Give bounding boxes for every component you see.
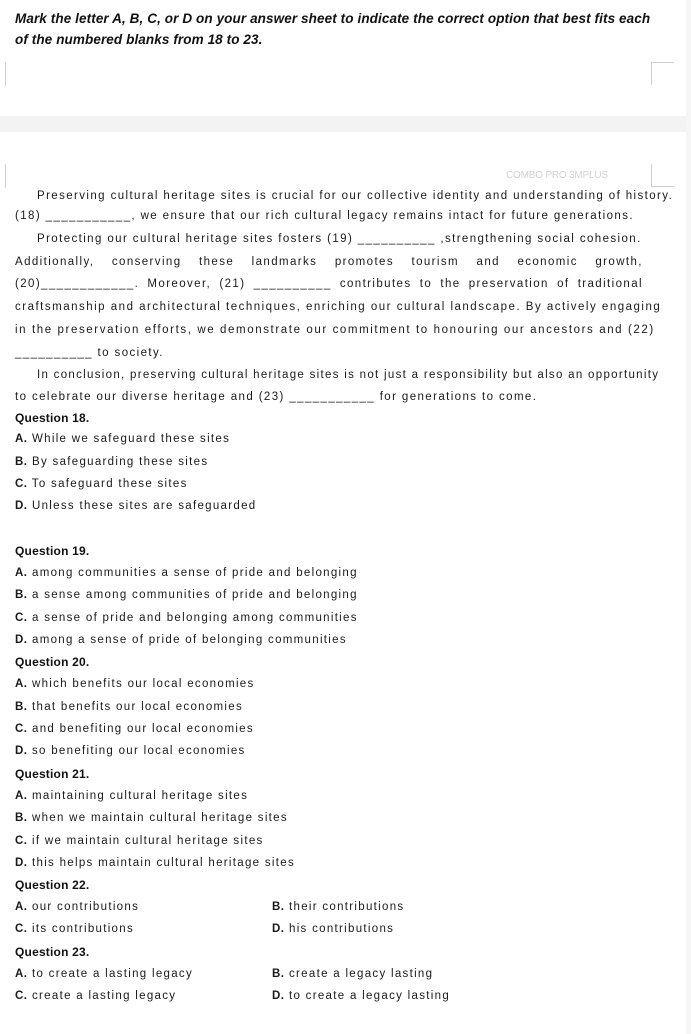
page-corner-mark	[0, 164, 6, 188]
answer-option[interactable]: D. to create a legacy lasting	[272, 990, 451, 1002]
answer-option[interactable]: D. his contributions	[272, 923, 395, 935]
answer-option[interactable]: A. maintaining cultural heritage sites	[15, 790, 249, 802]
answer-option[interactable]: B. a sense among communities of pride and belonging	[15, 589, 358, 601]
watermark: COMBO PRO 3MPLUS	[506, 170, 608, 181]
page-right-edge	[686, 0, 691, 1034]
passage-line: craftsmanship and architectural techniques, enriching our cultural landscape. By actively engaging	[15, 301, 662, 313]
passage-line: in the preservation efforts, we demonstrate our commitment to honouring our ancestors and (22)	[15, 324, 655, 336]
question-title: Question 21.	[15, 767, 90, 781]
answer-option[interactable]: A. which benefits our local economies	[15, 678, 255, 690]
question-title: Question 23.	[15, 945, 90, 959]
page-corner-mark	[651, 62, 674, 85]
answer-option[interactable]: D. among a sense of pride of belonging communities	[15, 634, 347, 646]
passage-line: Additionally, conserving these landmarks promotes tourism and economic growth,	[15, 256, 643, 268]
passage-line: Preserving cultural heritage sites is crucial for our collective identity and understanding of history.	[37, 190, 674, 202]
answer-option[interactable]: A. to create a lasting legacy	[15, 968, 194, 980]
answer-option[interactable]: B. their contributions	[272, 901, 405, 913]
answer-option[interactable]: B. when we maintain cultural heritage sites	[15, 812, 288, 824]
answer-option[interactable]: D. so benefiting our local economies	[15, 745, 246, 757]
page-corner-mark	[651, 164, 674, 187]
instructions: Mark the letter A, B, C, or D on your answer sheet to indicate the correct option that best fits each of the numbered blanks from 18 to 23.	[15, 11, 651, 47]
passage-line: (20)____________. Moreover, (21) __________ contributes to the preservation of traditional	[15, 278, 643, 290]
passage-line: Protecting our cultural heritage sites fosters (19) __________ ,strengthening social cohesion.	[37, 233, 642, 245]
question-title: Question 19.	[15, 544, 90, 558]
answer-option[interactable]: A. among communities a sense of pride and belonging	[15, 567, 358, 579]
answer-option[interactable]: B. that benefits our local economies	[15, 701, 244, 713]
answer-option[interactable]: C. To safeguard these sites	[15, 478, 188, 490]
question-title: Question 18.	[15, 411, 90, 425]
answer-option[interactable]: B. By safeguarding these sites	[15, 456, 209, 468]
passage-line: to celebrate our diverse heritage and (23) ___________ for generations to come.	[15, 391, 538, 403]
question-title: Question 22.	[15, 878, 90, 892]
answer-option[interactable]: D. Unless these sites are safeguarded	[15, 500, 257, 512]
answer-option[interactable]: D. this helps maintain cultural heritage sites	[15, 857, 296, 869]
passage-line: (18) ___________, we ensure that our rich cultural legacy remains intact for future generations.	[15, 210, 634, 222]
answer-option[interactable]: A. While we safeguard these sites	[15, 433, 231, 445]
passage-line: __________ to society.	[15, 347, 164, 359]
page-separator	[0, 116, 686, 132]
answer-option[interactable]: C. create a lasting legacy	[15, 990, 177, 1002]
answer-option[interactable]: C. a sense of pride and belonging among communities	[15, 612, 358, 624]
answer-option[interactable]: C. if we maintain cultural heritage sites	[15, 835, 264, 847]
answer-option[interactable]: C. and benefiting our local economies	[15, 723, 254, 735]
page-corner-mark	[0, 62, 6, 86]
passage-line: In conclusion, preserving cultural heritage sites is not just a responsibility but also an opportunity	[37, 369, 660, 381]
answer-option[interactable]: B. create a legacy lasting	[272, 968, 434, 980]
answer-option[interactable]: A. our contributions	[15, 901, 140, 913]
question-title: Question 20.	[15, 655, 90, 669]
answer-option[interactable]: C. its contributions	[15, 923, 134, 935]
